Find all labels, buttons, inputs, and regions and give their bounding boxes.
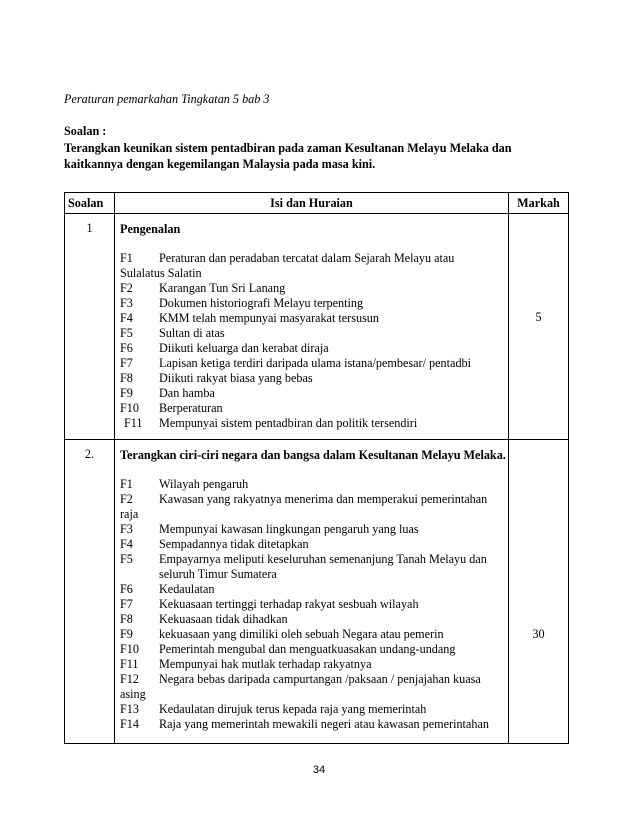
point-line: [120, 341, 508, 356]
point-line: [120, 612, 508, 627]
point-code: F5: [120, 326, 133, 340]
point-text: Lapisan ketiga terdiri daripada ulama istana/pembesar/ pentadbi: [159, 356, 472, 370]
point-line: [120, 672, 508, 687]
point-code: F6: [120, 582, 133, 596]
point-text: Diikuti keluarga dan kerabat diraja: [159, 341, 329, 355]
point-code: F1: [120, 251, 133, 265]
point-text: KMM telah mempunyai masyarakat tersusun: [159, 311, 379, 325]
point-line: [120, 281, 508, 296]
point-code: F3: [120, 522, 133, 536]
page-heading: Peraturan pemarkahan Tingkatan 5 bab 3: [64, 92, 270, 106]
point-text: Kedaulatan dirujuk terus kepada raja yang memerintah: [159, 702, 427, 716]
point-line: [120, 597, 508, 612]
point-text: Negara bebas daripada campurtangan /paksaan / penjajahan kuasa: [159, 672, 481, 686]
point-code: F7: [120, 597, 133, 611]
point-text: Peraturan dan peradaban tercatat dalam Sejarah Melayu atau: [159, 251, 455, 265]
point-code: F9: [120, 386, 133, 400]
point-text: Dokumen historiografi Melayu terpenting: [159, 296, 364, 310]
point-text: Karangan Tun Sri Lanang: [159, 281, 286, 295]
point-line: [120, 642, 508, 657]
point-text: Empayarnya meliputi keseluruhan semenanjung Tanah Melayu dan: [159, 552, 487, 566]
point-line: [120, 296, 508, 311]
point-text: Raja yang memerintah mewakili negeri atau kawasan pemerintahan: [159, 717, 489, 731]
point-code: F9: [120, 627, 133, 641]
point-line: [120, 356, 508, 371]
section-title: Terangkan ciri-ciri negara dan bangsa dalam Kesultanan Melayu Melaka.: [120, 448, 506, 462]
point-line: [120, 567, 508, 582]
point-line: [120, 311, 508, 326]
point-code: F2: [120, 492, 133, 506]
header-markah: Markah: [509, 193, 569, 214]
point-text: Mempunyai kawasan lingkungan pengaruh yang luas: [159, 522, 419, 536]
point-text: kekuasaan yang dimiliki oleh sebuah Negara atau pemerin: [159, 627, 444, 641]
point-text: Sempadannya tidak ditetapkan: [159, 537, 309, 551]
point-code: F13: [120, 702, 139, 716]
point-text: Dan hamba: [159, 386, 215, 400]
point-continuation: asing: [120, 687, 146, 701]
point-code: F2: [120, 281, 133, 295]
point-line: [120, 416, 508, 431]
point-code: F1: [120, 477, 133, 491]
point-code: F5: [120, 552, 133, 566]
point-line: [120, 657, 508, 672]
point-code: F12: [120, 672, 139, 686]
point-text: Berperaturan: [159, 401, 223, 415]
point-code: F10: [120, 642, 139, 656]
point-code: F7: [120, 356, 133, 370]
question-number: 1: [65, 214, 115, 440]
point-continuation: raja: [120, 507, 139, 521]
page-number: 34: [312, 764, 326, 776]
point-text: Mempunyai sistem pentadbiran dan politik tersendiri: [159, 416, 418, 430]
point-text: Kekuasaan tertinggi terhadap rakyat sesbuah wilayah: [159, 597, 419, 611]
point-continuation: Sulalatus Salatin: [120, 266, 202, 280]
point-code-spacer: [120, 567, 159, 582]
point-line: [120, 492, 508, 507]
header-soalan: Soalan: [65, 193, 115, 214]
point-line: [120, 401, 508, 416]
point-line: [120, 537, 508, 552]
answer-content: [115, 214, 509, 440]
question-text: Terangkan keunikan sistem pentadbiran pada zaman Kesultanan Melayu Melaka dan kaitkannya dengan kegemilangan Malaysia pada masa kini.: [64, 141, 512, 171]
point-code: F8: [120, 371, 133, 385]
question-number: 2.: [65, 440, 115, 744]
marks-cell: [509, 440, 569, 744]
table-row: [65, 214, 569, 440]
point-text: Diikuti rakyat biasa yang bebas: [159, 371, 313, 385]
point-code: F11: [124, 416, 143, 430]
point-line: [120, 717, 508, 732]
point-line: [120, 627, 508, 642]
point-line: [120, 582, 508, 597]
point-line: [120, 552, 508, 567]
section-title: Pengenalan: [120, 222, 181, 236]
marking-table: [64, 192, 569, 744]
point-code: F4: [120, 311, 133, 325]
point-line: [120, 477, 508, 492]
point-code: F10: [120, 401, 139, 415]
point-text: Kekuasaan tidak dihadkan: [159, 612, 288, 626]
marks-cell: [509, 214, 569, 440]
point-line: [120, 522, 508, 537]
marks-value: 5: [535, 310, 542, 324]
point-text: Kedaulatan: [159, 582, 215, 596]
point-text: Kawasan yang rakyatnya menerima dan memperakui pemerintahan: [159, 492, 488, 506]
point-code: F4: [120, 537, 133, 551]
table-header-row: [65, 193, 569, 214]
point-text: Mempunyai hak mutlak terhadap rakyatnya: [159, 657, 372, 671]
header-isi: Isi dan Huraian: [115, 193, 509, 214]
point-code: F8: [120, 612, 133, 626]
point-text: Sultan di atas: [159, 326, 225, 340]
point-line: [120, 702, 508, 717]
point-line: [120, 251, 508, 266]
point-line: [120, 326, 508, 341]
point-text: Pemerintah mengubal dan menguatkuasakan undang-undang: [159, 642, 456, 656]
point-code: F11: [120, 657, 139, 671]
question-label: Soalan :: [64, 124, 107, 138]
answer-content: [115, 440, 509, 744]
point-text: Wilayah pengaruh: [159, 477, 249, 491]
point-code: F3: [120, 296, 133, 310]
point-continuation: seluruh Timur Sumatera: [159, 567, 277, 581]
table-row: [65, 440, 569, 744]
point-line: [120, 371, 508, 386]
marks-value: 30: [532, 627, 545, 641]
point-code: F6: [120, 341, 133, 355]
point-line: [120, 386, 508, 401]
point-code: F14: [120, 717, 139, 731]
